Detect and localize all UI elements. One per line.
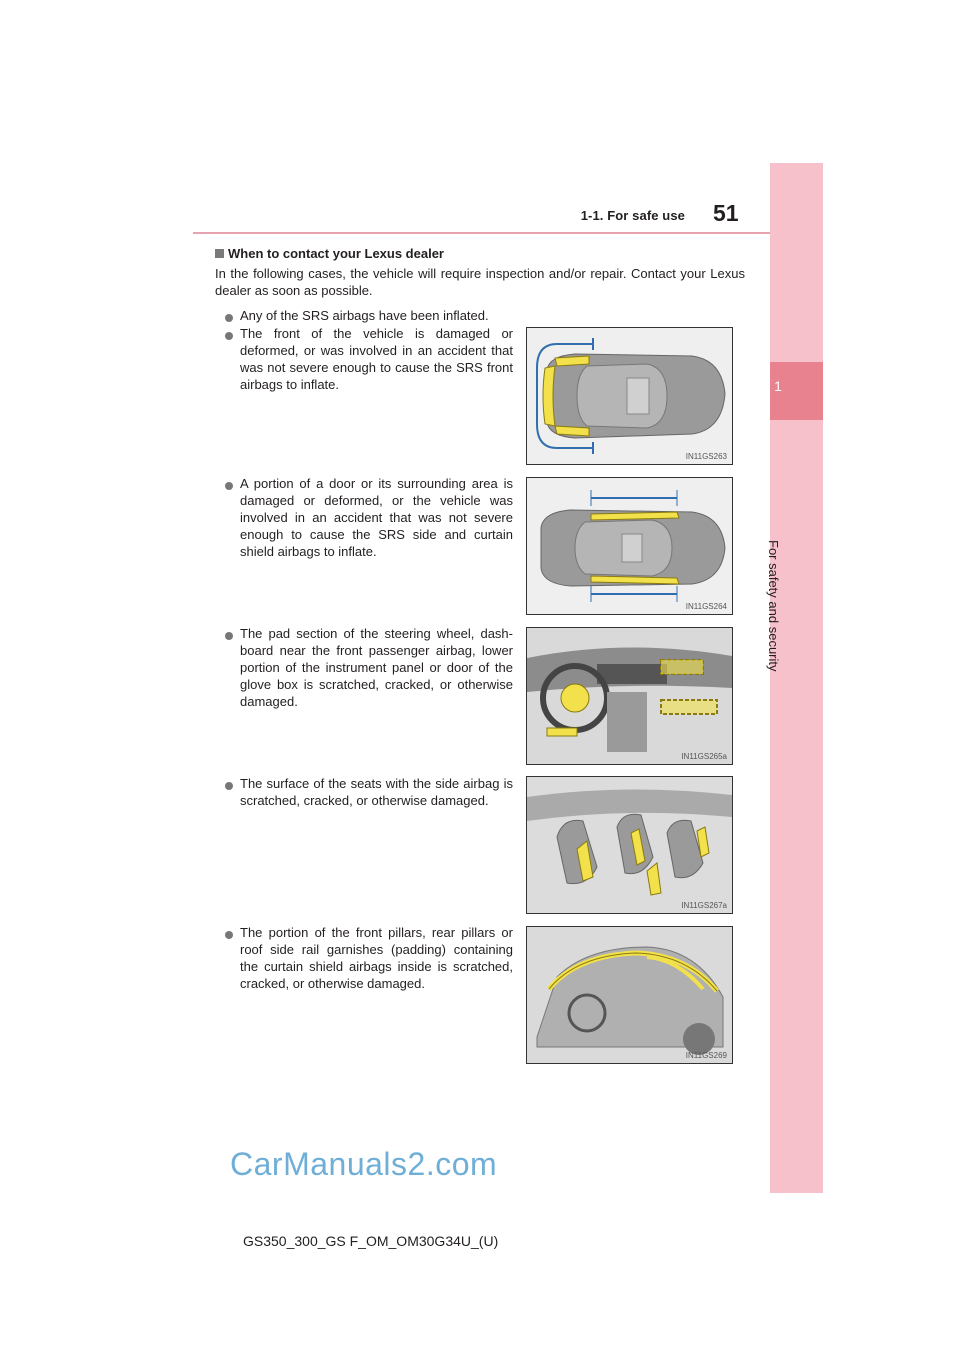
seat-figure: [526, 776, 733, 914]
bullet-dot-icon: [225, 314, 233, 322]
footer-manual-code: GS350_300_GS F_OM_OM30G34U_(U): [243, 1233, 499, 1249]
figure-code: IN11GS269: [685, 1051, 727, 1060]
dashboard-illustration: [527, 628, 732, 764]
item-text: The front of the vehicle is damaged or deformed, or was involved in an accident that was not severe enough to cause the SRS front airbags to inflate.: [240, 326, 513, 392]
pillar-figure: [526, 926, 733, 1064]
front-damage-figure: [526, 327, 733, 465]
item-text: The portion of the front pillars, rear pillars or roof side rail garnishes (padding) containing the curtain shield airbags inside is scratched, cracked, or otherwise damaged.: [240, 925, 513, 991]
header-rule: [193, 232, 823, 234]
section-heading: [215, 246, 444, 261]
first-bullet: Any of the SRS airbags have been inflated.: [240, 308, 489, 323]
item-text: The pad section of the steering wheel, dash-board near the front passenger airbag, lower portion of the instrument panel or door of the glove box is scratched, cracked, or otherwise damaged.: [240, 626, 513, 709]
chapter-number: 1: [774, 378, 782, 394]
dashboard-figure: [526, 627, 733, 765]
section-title: 1-1. For safe use: [580, 208, 685, 223]
page-number: 51: [713, 200, 739, 226]
figure-code: IN11GS263: [685, 452, 727, 461]
chapter-side-tab: [770, 163, 823, 1193]
bullet-dot-icon: [225, 931, 233, 939]
figure-code: IN11GS265a: [681, 752, 727, 761]
section-heading-text: When to contact your Lexus dealer: [228, 246, 444, 261]
bullet-dot-icon: [225, 782, 233, 790]
car-top-view-side-illustration: [527, 478, 732, 614]
item-text: A portion of a door or its surrounding area is damaged or deformed, or the vehicle was involved in an accident that was not severe enough to cause the SRS side and curtain shield airbags to inflate.: [240, 476, 513, 559]
bullet-dot-icon: [225, 332, 233, 340]
car-top-view-front-illustration: [527, 328, 732, 464]
footer-site-link[interactable]: carmanualsonline.info: [726, 1322, 853, 1337]
bullet-dot-icon: [225, 482, 233, 490]
side-damage-figure: [526, 477, 733, 615]
intro-paragraph: In the following cases, the vehicle will require inspection and/or repair. Contact your Lexus dealer as soon as possible.: [215, 266, 745, 298]
item-text: The surface of the seats with the side airbag is scratched, cracked, or otherwise damaged.: [240, 776, 513, 808]
bullet-dot-icon: [225, 632, 233, 640]
square-bullet-icon: [215, 249, 224, 258]
cabin-pillar-illustration: [527, 927, 732, 1063]
seat-interior-illustration: [527, 777, 732, 913]
figure-code: IN11GS264: [685, 602, 727, 611]
watermark-link[interactable]: CarManuals2.com: [230, 1146, 498, 1182]
figure-code: IN11GS267a: [681, 901, 727, 910]
chapter-label: For safety and security: [766, 540, 781, 672]
